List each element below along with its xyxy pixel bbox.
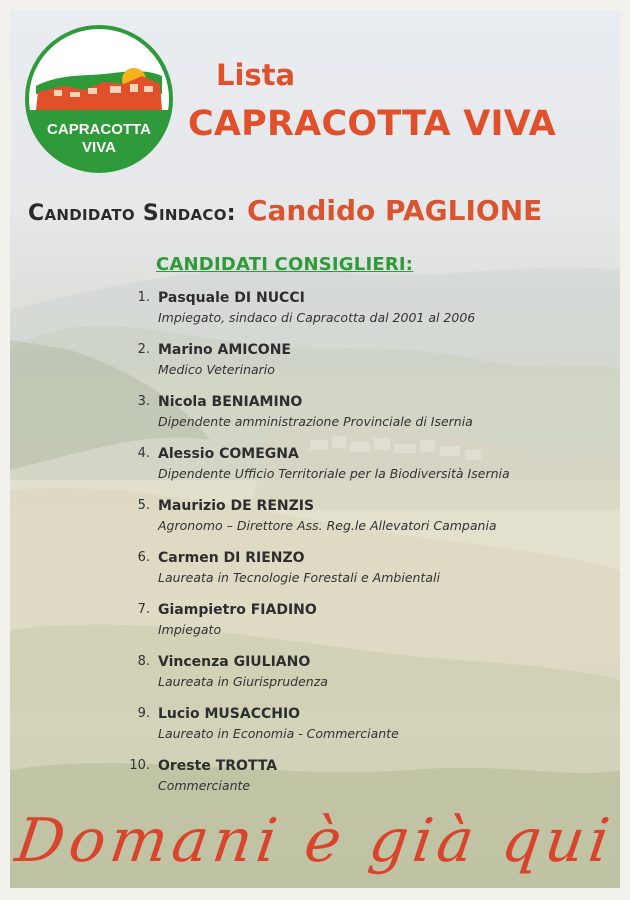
logo-text-line2: VIVA: [82, 139, 116, 156]
candidate-name: Vincenza GIULIANO: [158, 654, 311, 670]
candidate-description: Impiegato: [158, 622, 222, 637]
candidate-item: [122, 496, 612, 548]
candidate-name: Oreste TROTTA: [158, 758, 278, 774]
candidate-description: Laureata in Giurisprudenza: [158, 674, 328, 689]
candidate-description: Laureato in Economia - Commerciante: [158, 726, 399, 741]
candidate-description: Medico Veterinario: [158, 362, 275, 377]
candidate-number: 9.: [137, 706, 150, 721]
candidate-description: Commerciante: [158, 778, 251, 793]
candidate-name: Pasquale DI NUCCI: [158, 290, 305, 306]
header-lista: Lista: [216, 58, 296, 92]
slogan: Domani è già qui: [11, 806, 619, 876]
candidate-name: Lucio MUSACCHIO: [158, 706, 301, 722]
candidate-number: 5.: [137, 498, 150, 513]
consiglieri-heading: CANDIDATI CONSIGLIERI:: [156, 254, 414, 275]
candidate-number: 7.: [137, 602, 150, 617]
candidate-number: 8.: [137, 654, 150, 669]
candidate-item: [122, 548, 612, 600]
candidate-name: Carmen DI RIENZO: [158, 550, 305, 566]
candidate-item: [122, 288, 612, 340]
candidate-description: Dipendente amministrazione Provinciale di Isernia: [158, 414, 473, 429]
header-title: CAPRACOTTA VIVA: [188, 104, 556, 144]
candidate-item: [122, 444, 612, 496]
candidate-item: [122, 600, 612, 652]
candidate-number: 3.: [137, 394, 150, 409]
sindaco-line: [28, 194, 618, 227]
candidate-description: Impiegato, sindaco di Capracotta dal 2001 al 2006: [158, 310, 476, 325]
candidate-number: 4.: [137, 446, 150, 461]
logo-text-line1: CAPRACOTTA: [47, 121, 151, 138]
candidate-name: Alessio COMEGNA: [158, 446, 299, 462]
candidates-list: [122, 288, 612, 808]
candidate-description: Agronomo – Direttore Ass. Reg.le Allevatori Campania: [158, 518, 497, 533]
candidate-name: Nicola BENIAMINO: [158, 394, 303, 410]
candidate-name: Marino AMICONE: [158, 342, 291, 358]
candidate-name: Giampietro FIADINO: [158, 602, 317, 618]
candidate-number: 1.: [137, 290, 150, 305]
capracotta-viva-logo: [24, 24, 174, 174]
candidate-number: 2.: [137, 342, 150, 357]
candidate-number: 10.: [129, 758, 150, 773]
candidate-number: 6.: [137, 550, 150, 565]
candidate-item: [122, 756, 612, 808]
candidate-item: [122, 704, 612, 756]
candidate-item: [122, 652, 612, 704]
candidate-description: Dipendente Ufficio Territoriale per la Biodiversità Isernia: [158, 466, 510, 481]
campaign-poster: [10, 10, 620, 888]
candidate-item: [122, 392, 612, 444]
candidate-item: [122, 340, 612, 392]
candidate-name: Maurizio DE RENZIS: [158, 498, 315, 514]
candidate-description: Laureata in Tecnologie Forestali e Ambientali: [158, 570, 440, 585]
sindaco-label: Candidato Sindaco:: [28, 201, 236, 226]
sindaco-name: Candido PAGLIONE: [246, 194, 543, 227]
